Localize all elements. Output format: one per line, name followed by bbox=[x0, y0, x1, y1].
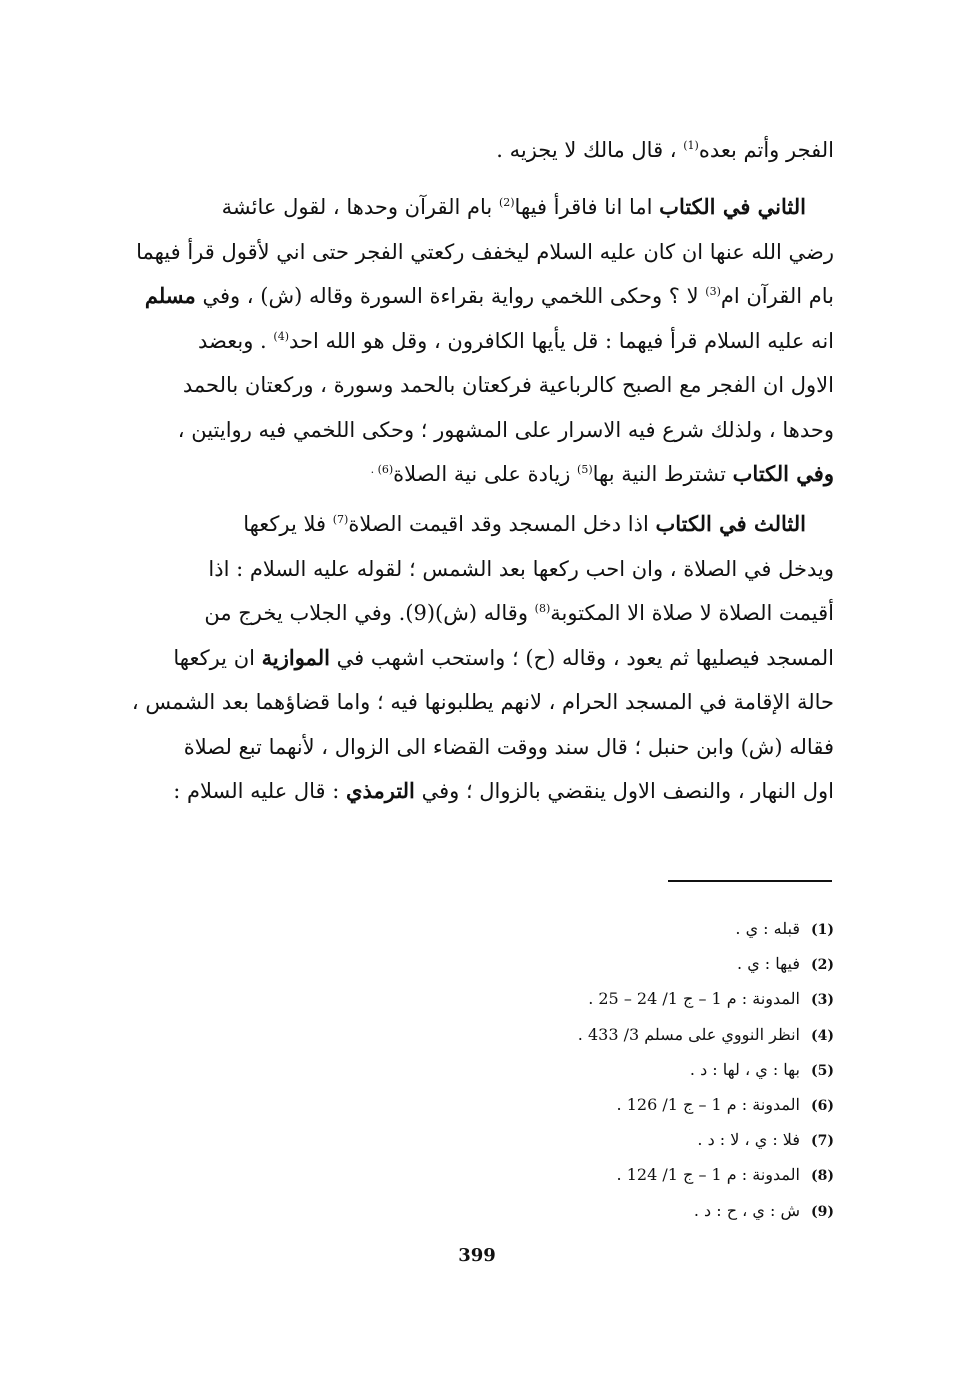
text-line bbox=[131, 680, 834, 725]
footnote-text: انظر النووي على مسلم 3/ 433 . bbox=[577, 1024, 800, 1044]
footnote-ref: (7) bbox=[332, 513, 349, 526]
footnote-item bbox=[454, 1053, 834, 1088]
footnote-item bbox=[454, 1158, 834, 1193]
text-run: انه عليه السلام قرأ فيهما : قل يأيها الكافرون ، وقل هو الله احد bbox=[288, 328, 834, 353]
footnote-ref: (4) bbox=[273, 329, 289, 343]
footnote-text: فلا : ي ، لا : د . bbox=[697, 1130, 800, 1150]
footnote-text: بها : ي ، لها : د . bbox=[689, 1059, 800, 1079]
text-run: فقاله (ش) وابن حنبل ؛ قال سند ووقت القضاء الى الزوال ، لأنهما تبع لصلاة bbox=[183, 734, 834, 759]
paragraph-second bbox=[136, 185, 834, 497]
text-run: اول النهار ، والنصف الاول ينقضي بالزوال ؛ وفي bbox=[414, 779, 834, 803]
text-run: أقيمت الصلاة لا صلاة الا المكتوبة bbox=[550, 601, 834, 625]
text-line bbox=[168, 591, 834, 636]
text-line bbox=[168, 319, 834, 364]
footnote-ref: (8) bbox=[534, 602, 551, 615]
text-line bbox=[168, 547, 834, 592]
text-run: : قال عليه السلام : bbox=[173, 779, 347, 803]
text-run: بام القرآن ام bbox=[720, 284, 834, 308]
footnote-item bbox=[454, 1018, 834, 1053]
text-line bbox=[168, 408, 834, 453]
heading-term: الثالث في الكتاب bbox=[655, 511, 806, 536]
paragraph-continuation bbox=[168, 128, 834, 173]
footnote-text: قبله : ي . bbox=[735, 919, 800, 938]
text-run: وحدها ، ولذلك شرع فيه الاسرار على المشهور ؛ وحكى اللخمي فيه روايتين ، bbox=[177, 417, 834, 442]
footnote-divider bbox=[668, 880, 832, 882]
page-number: 399 bbox=[458, 1245, 496, 1266]
text-run: فلا يركعها bbox=[243, 512, 333, 536]
text-run: (9). وفي الجلاب يخرج من bbox=[204, 601, 436, 625]
heading-term: الثاني في الكتاب bbox=[659, 194, 806, 219]
text-run: الاول ان الفجر مع الصبح كالرباعية فركعتان بالحمد وسورة ، وركعتان بالحمد bbox=[182, 373, 834, 397]
footnote-ref: (1) bbox=[683, 139, 699, 152]
footnote-ref: (3) bbox=[705, 285, 721, 298]
footnote-number: (7) bbox=[811, 1133, 834, 1150]
text-run: المسجد فيصليها ثم يعود ، وقاله (ح) ؛ واستحب اشهب في bbox=[329, 645, 834, 670]
footnote-text: فيها : ي . bbox=[737, 954, 800, 974]
text-line bbox=[168, 128, 834, 173]
footnote-number: (6) bbox=[811, 1098, 834, 1115]
footnotes-list bbox=[454, 912, 834, 1229]
bold-term: وفي الكتاب bbox=[732, 461, 834, 486]
footnote-number: (9) bbox=[811, 1203, 834, 1220]
footnote-number: (2) bbox=[811, 957, 834, 974]
text-run: حالة الإقامة في المسجد الحرام ، لانهم يطلبونها فيه ؛ واما قضاؤهما بعد الشمس ، bbox=[131, 690, 834, 714]
footnote-number: (4) bbox=[811, 1027, 834, 1044]
footnote-item bbox=[454, 1123, 834, 1158]
text-run: اما انا فاقرأ فيها bbox=[514, 195, 660, 219]
text-run: رضي الله عنها ان كان عليه السلام ليخفف ركعتي الفجر حتى اني لأقول قرأ فيهما bbox=[136, 239, 834, 264]
footnote-item bbox=[454, 947, 834, 982]
text-line bbox=[144, 274, 834, 319]
text-run: الفجر وأتم بعده bbox=[698, 138, 834, 162]
text-line bbox=[168, 452, 834, 497]
text-run: بام القرآن وحدها ، لقول عائشة bbox=[221, 195, 499, 219]
footnote-text: المدونة : م 1 – ج 1/ 24 – 25 . bbox=[588, 989, 800, 1009]
text-line bbox=[136, 230, 834, 275]
paragraph-third bbox=[131, 502, 834, 814]
footnote-number: (8) bbox=[811, 1168, 834, 1185]
footnote-text: ش : ي ، ح : د . bbox=[693, 1200, 800, 1220]
footnote-item bbox=[454, 912, 834, 947]
bold-term: الموازية bbox=[261, 644, 330, 670]
text-run: اذا دخل المسجد وقد اقيمت الصلاة bbox=[348, 512, 656, 536]
text-run: ويدخل في الصلاة ، وان احب ركعها بعد الشمس ؛ لقوله عليه السلام : اذا bbox=[208, 556, 834, 581]
footnote-ref: (6) . bbox=[370, 463, 394, 476]
text-line bbox=[168, 636, 834, 681]
footnote-item bbox=[454, 1088, 834, 1123]
text-line bbox=[168, 185, 834, 230]
footnote-number: (5) bbox=[811, 1062, 834, 1079]
text-run: لا ؟ وحكى اللخمي رواية بقراءة السورة وقاله (ش) ، وفي bbox=[195, 284, 706, 308]
text-run: وقاله (ش) bbox=[435, 601, 535, 625]
text-run: تشترط النية بها bbox=[592, 462, 733, 486]
text-line bbox=[168, 363, 834, 408]
text-run: ، قال مالك لا يجزيه . bbox=[496, 138, 684, 162]
footnote-number: (1) bbox=[811, 922, 834, 938]
bold-term: الترمذي bbox=[346, 778, 415, 803]
footnote-ref: (2) bbox=[498, 196, 515, 209]
footnote-item bbox=[454, 1194, 834, 1229]
footnote-ref: (5) bbox=[577, 463, 593, 476]
text-line bbox=[168, 502, 834, 547]
footnote-item bbox=[454, 982, 834, 1017]
footnote-number: (3) bbox=[811, 992, 834, 1009]
text-run: . وبعضد bbox=[198, 328, 274, 353]
text-run: ان يركعها bbox=[173, 645, 262, 670]
text-run: زيادة على نية الصلاة bbox=[393, 462, 578, 486]
footnote-text: المدونة : م 1 – ج 1/ 126 . bbox=[616, 1095, 800, 1115]
bold-term: مسلم bbox=[144, 283, 196, 308]
footnote-text: المدونة : م 1 – ج 1/ 124 . bbox=[616, 1165, 800, 1185]
text-line bbox=[168, 769, 834, 814]
text-line bbox=[168, 725, 834, 770]
